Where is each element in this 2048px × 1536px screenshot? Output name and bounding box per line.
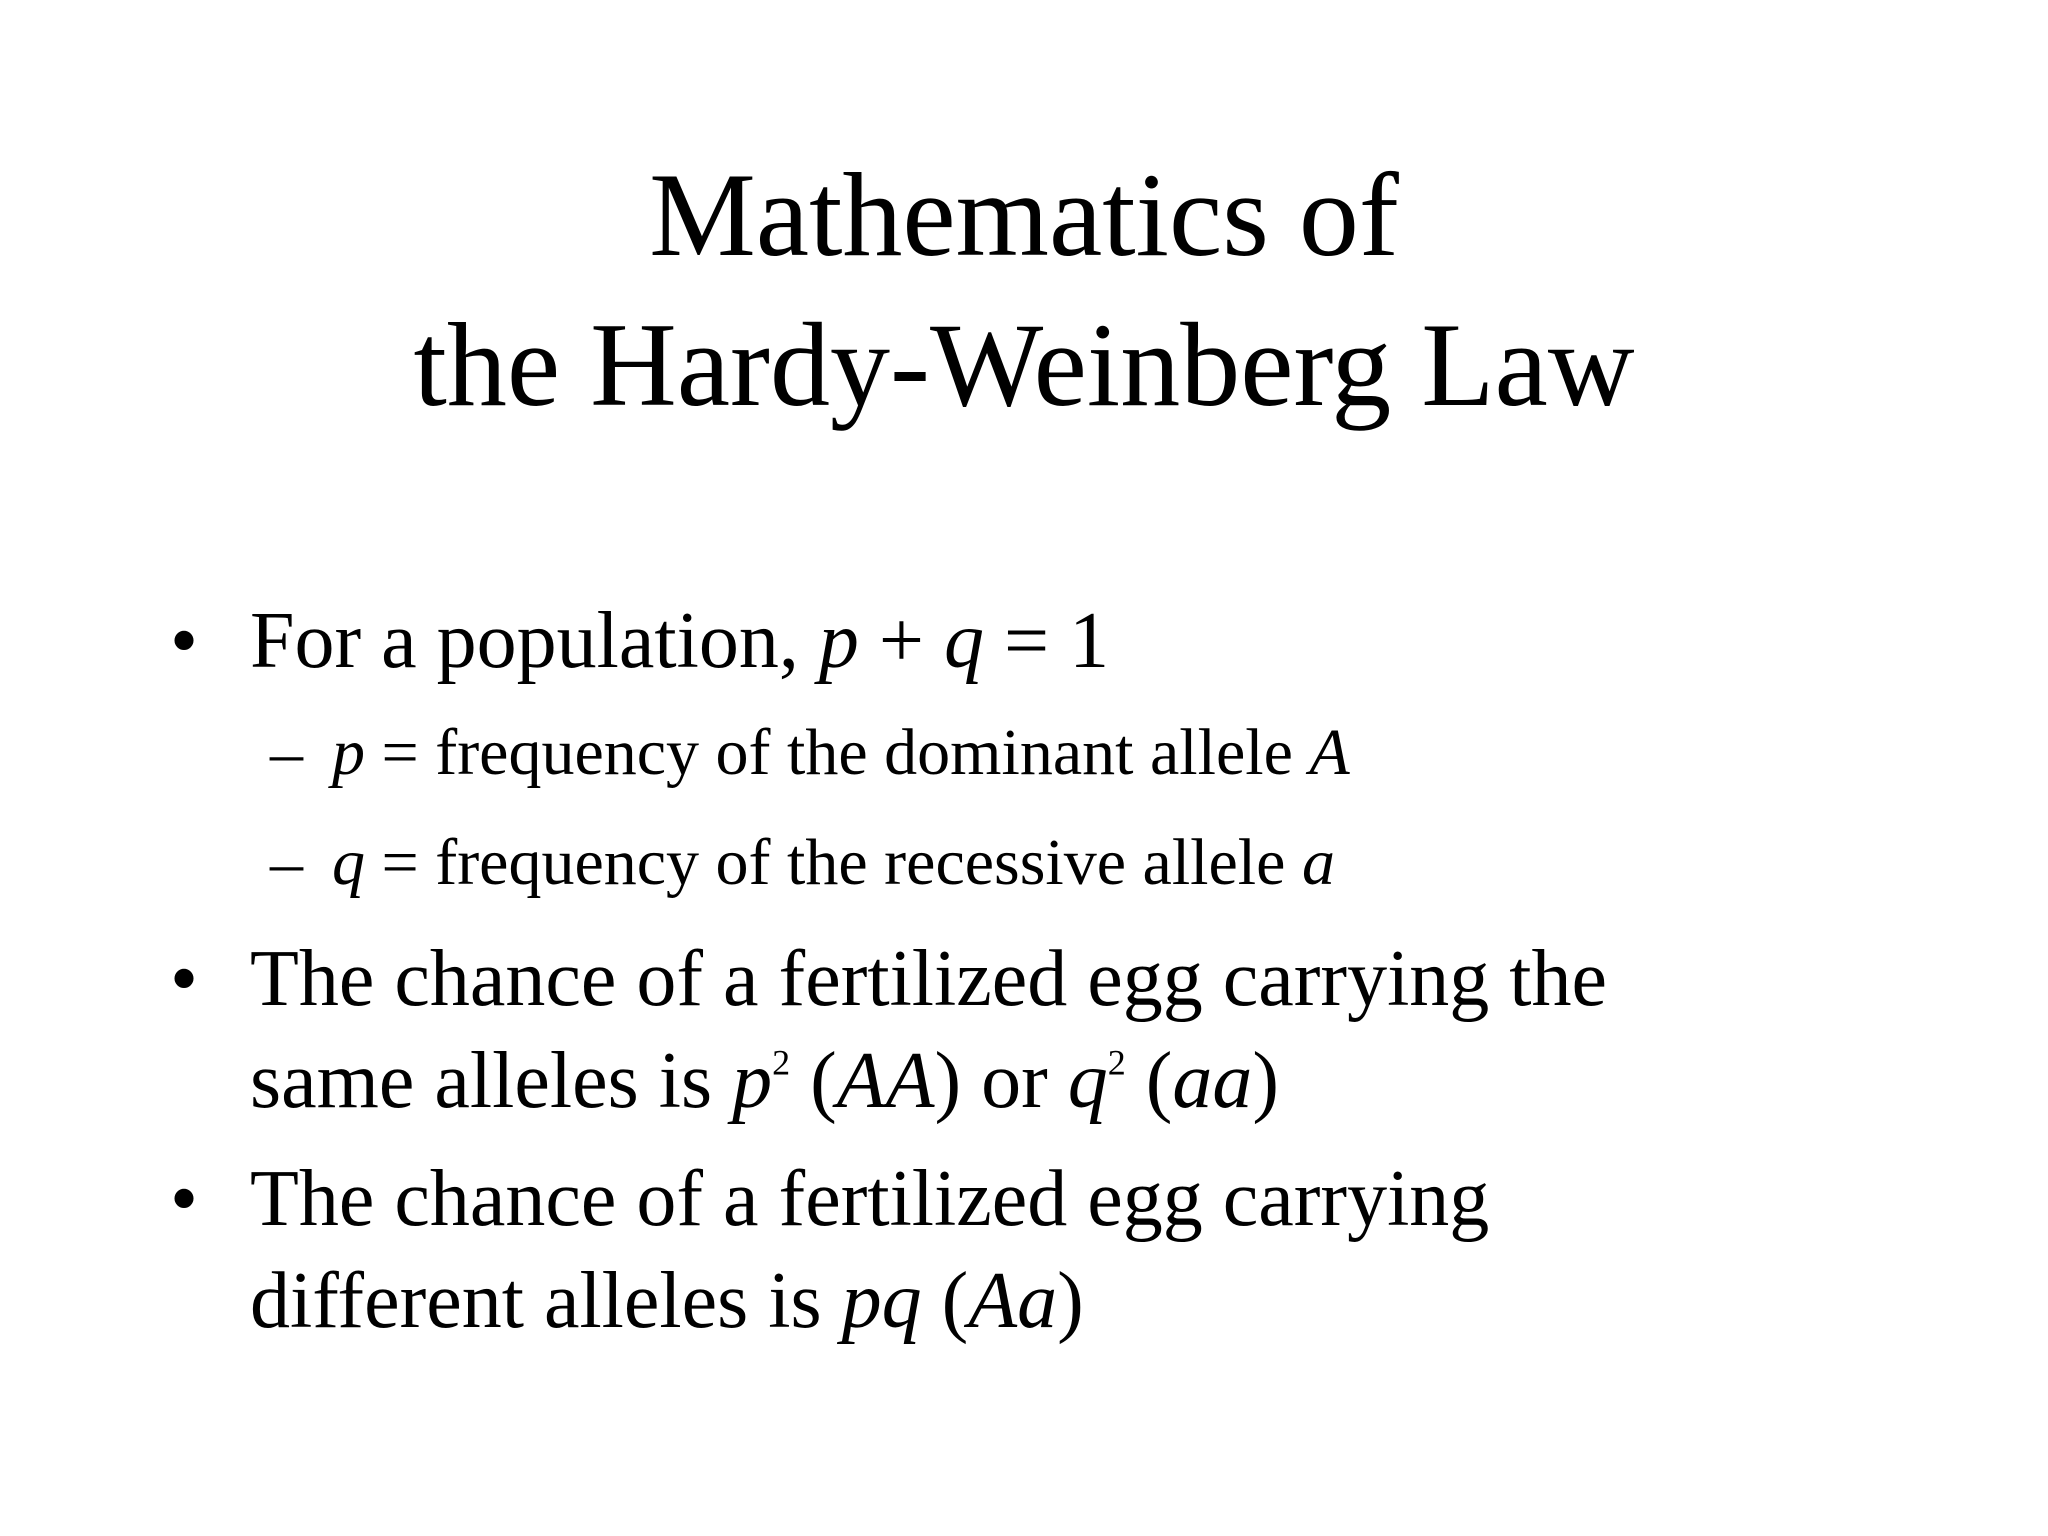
bullet-icon: • <box>170 1155 199 1243</box>
bullet-text-line-2: same alleles is $p^2$ (AA) or $q^2$ (aa) <box>250 1037 1280 1125</box>
bullet-icon: • <box>170 935 199 1023</box>
dash-icon: – <box>270 826 303 899</box>
bullet-item-population <box>170 590 1930 692</box>
slide-title <box>0 140 2048 440</box>
bullet-item-same-alleles <box>170 928 1930 1132</box>
sub-item-q-definition <box>170 808 1930 918</box>
title-line-2: the Hardy-Weinberg Law <box>413 298 1635 431</box>
sub-text: q = frequency of the recessive allele a <box>332 826 1335 899</box>
bullet-text: For a population, p + q = 1 <box>250 597 1110 685</box>
bullet-item-different-alleles <box>170 1148 1930 1352</box>
bullet-text-line-2: different alleles is pq (Aa) <box>250 1257 1084 1345</box>
sub-text: p = frequency of the dominant allele A <box>332 716 1350 789</box>
title-line-1: Mathematics of <box>649 148 1399 281</box>
sub-item-p-definition <box>170 698 1930 808</box>
bullet-text-line-1: The chance of a fertilized egg carrying <box>250 1155 1490 1243</box>
bullet-icon: • <box>170 597 199 685</box>
bullet-list <box>170 590 1930 1352</box>
dash-icon: – <box>270 716 303 789</box>
bullet-text-line-1: The chance of a fertilized egg carrying the <box>250 935 1608 1023</box>
